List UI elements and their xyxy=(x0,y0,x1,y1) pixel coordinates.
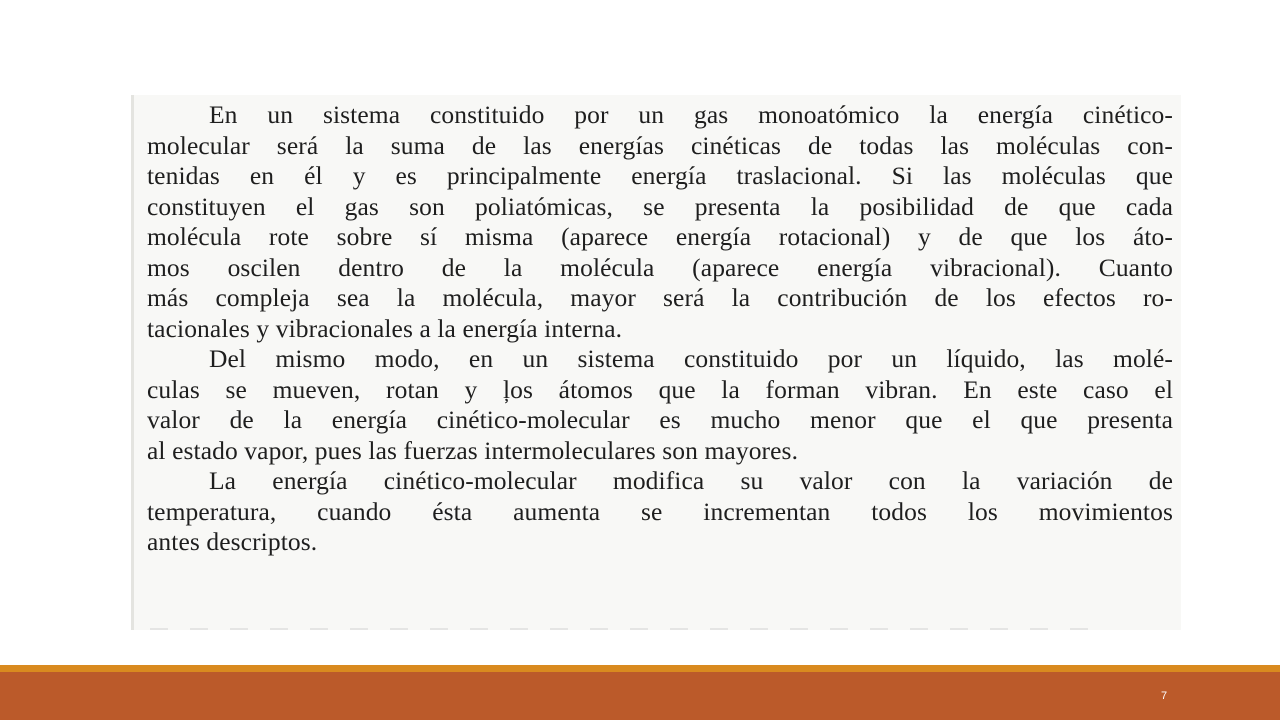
text-line: mos oscilen dentro de la molécula (aparece energía vibracional). Cuanto xyxy=(147,252,1173,282)
paragraph-kinetic-energy-gas xyxy=(147,100,1173,344)
text-line: tacionales y vibracionales a la energía interna. xyxy=(147,313,623,343)
text-line: molecular será la suma de las energías cinéticas de todas las moléculas con- xyxy=(147,130,1173,160)
text-line: molécula rote sobre sí misma (aparece energía rotacional) y de que los áto- xyxy=(147,222,1173,251)
scanned-text-image xyxy=(131,95,1181,630)
paragraph-kinetic-energy-temperature xyxy=(147,466,1173,558)
text-line: al estado vapor, pues las fuerzas intermoleculares son mayores. xyxy=(147,435,799,465)
text-line: La energía cinético-molecular modifica su valor con la variación de xyxy=(209,466,1173,495)
text-line: temperatura, cuando ésta aumenta se incrementan todos los movimientos xyxy=(147,496,1173,526)
text-line: En un sistema constituido por un gas monoatómico la energía cinético- xyxy=(209,100,1173,129)
text-line: constituyen el gas son poliatómicas, se presenta la posibilidad de que cada xyxy=(147,191,1173,221)
paragraph-kinetic-energy-liquid xyxy=(147,344,1173,466)
scan-left-edge xyxy=(131,95,134,630)
text-line: antes descriptos. xyxy=(147,527,318,556)
footer-accent-stripe xyxy=(0,665,1280,672)
scan-bottom-artifact xyxy=(150,628,1100,630)
footer-bar xyxy=(0,672,1280,720)
page-number: 7 xyxy=(1160,690,1168,702)
text-line: culas se mueven, rotan y ļos átomos que la forman vibran. En este caso el xyxy=(147,374,1173,404)
text-line: valor de la energía cinético-molecular es mucho menor que el que presenta xyxy=(147,405,1173,434)
text-line: Del mismo modo, en un sistema constituido por un líquido, las molé- xyxy=(209,344,1173,373)
text-line: más compleja sea la molécula, mayor será la contribución de los efectos ro- xyxy=(147,283,1173,312)
text-line: tenidas en él y es principalmente energía traslacional. Si las moléculas que xyxy=(147,161,1173,190)
